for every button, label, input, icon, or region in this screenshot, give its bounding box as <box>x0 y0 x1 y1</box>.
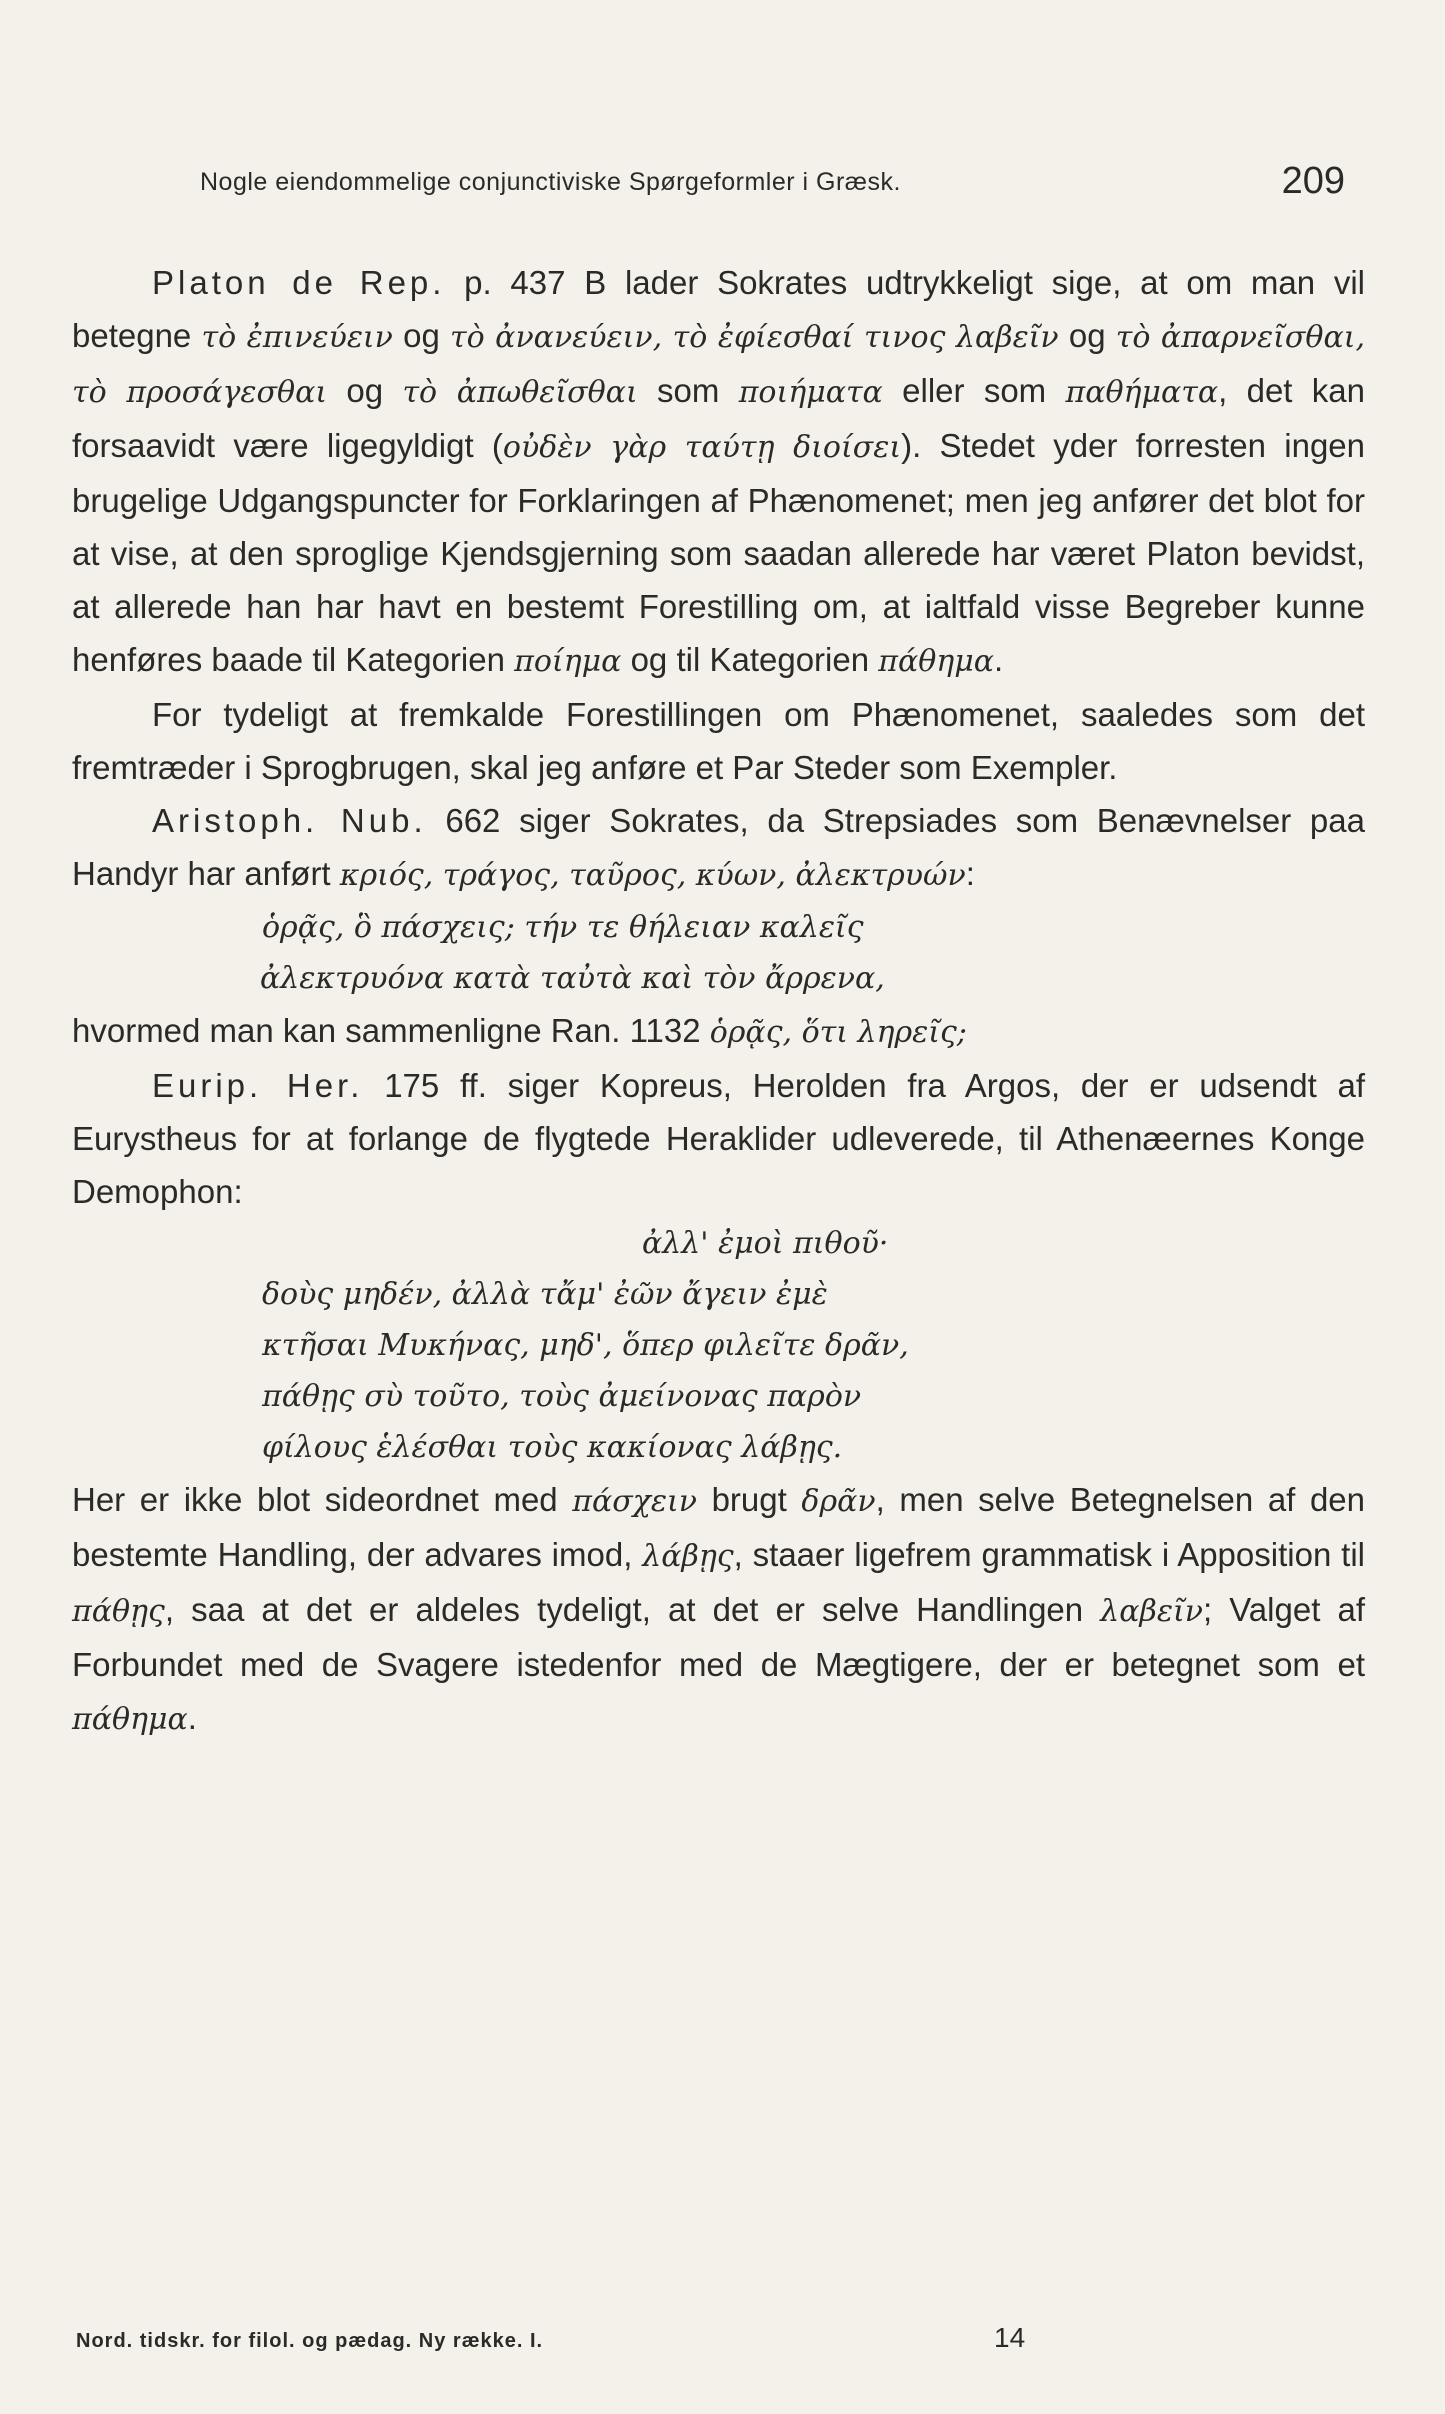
greek-term: οὐδὲν γὰρ ταύτῃ διοίσει <box>502 430 902 465</box>
text-span: og <box>1058 317 1116 354</box>
source-line: Nord. tidskr. for filol. og pædag. Ny række. I. <box>76 2330 544 2352</box>
greek-term: τὸ ἀνανεύειν, τὸ ἐφίεσθαί τινος λαβεῖν <box>449 320 1059 355</box>
greek-term: πάσχειν <box>572 1484 697 1519</box>
text-span: , saa at det er aldeles tydeligt, at det er selve Handlingen <box>164 1591 1101 1628</box>
paragraph-eurip <box>72 1059 1365 1218</box>
greek-term: πάθημα <box>72 1702 188 1737</box>
text-span: som <box>637 372 739 409</box>
quote-aristoph <box>72 902 1365 1004</box>
text-span: . <box>187 1699 197 1736</box>
greek-term: λαβεῖν <box>1100 1594 1203 1629</box>
signature-mark: 14 <box>994 2322 1026 2353</box>
quote-eurip <box>72 1218 1365 1473</box>
greek-term: δρᾶν <box>801 1484 876 1519</box>
running-title: Nogle eiendommelige conjunctiviske Spørgeformler i Græsk. <box>200 168 901 196</box>
citation-aristoph: Aristoph. Nub. <box>152 802 427 839</box>
running-header <box>200 160 1345 208</box>
greek-term: ὁρᾷς, ὅτι ληρεῖς; <box>709 1015 967 1050</box>
greek-term: κριός, τράγος, ταῦρος, κύων, ἀλεκτρυών <box>339 858 966 893</box>
text-span: , det kan forsaavidt være ligegyldigt ( <box>72 372 1365 464</box>
text-span: Her er ikke blot sideordnet med <box>72 1481 573 1518</box>
text-span: . <box>994 641 1004 678</box>
text-span: , staaer ligefrem grammatisk i Apposition til <box>733 1536 1365 1573</box>
paragraph-platon <box>72 256 1365 688</box>
text-span: 662 siger Sokrates, da Strepsiades som Benævnelser paa Handyr har anført <box>72 802 1365 892</box>
quote-line: ὁρᾷς, ὃ πάσχεις; τήν τε θήλειαν καλεῖς <box>262 910 864 945</box>
greek-term: τὸ ἀπωθεῖσθαι <box>402 375 638 410</box>
paragraph-examples-intro: For tydeligt at fremkalde Forestillingen om Phænomenet, saaledes som det fremtræder i Sprogbrugen, skal jeg anføre et Par Steder som Exempler. <box>72 696 1365 786</box>
text-span: brugt <box>696 1481 802 1518</box>
quote-line: δοὺς μηδέν, ἀλλὰ τἄμ' ἐῶν ἄγειν ἐμὲ <box>262 1277 828 1312</box>
greek-term: πάθῃς <box>72 1594 165 1629</box>
citation-platon: Platon de Rep. <box>152 264 446 301</box>
greek-term: πάθημα <box>878 644 995 679</box>
quote-line: ἀλλ' ἐμοὶ πιθοῦ· <box>642 1226 889 1261</box>
citation-eurip: Eurip. Her. <box>152 1067 364 1104</box>
text-span: ; Valget af Forbundet med de Svagere istedenfor med de Mægtigere, der er betegnet som et <box>72 1591 1365 1683</box>
text-span: og <box>327 372 403 409</box>
text-span: hvormed man kan sammenligne Ran. 1132 <box>72 1012 710 1049</box>
greek-term: ποιήματα <box>738 375 883 410</box>
text-span: 175 ff. siger Kopreus, Herolden fra Argos, der er udsendt af Eurystheus for at forlange de flygtede Heraklider udleverede, til Athenæernes Konge Demophon: <box>72 1067 1366 1210</box>
main-text <box>72 256 1365 1746</box>
quote-line: φίλους ἑλέσθαι τοὺς κακίονας λάβῃς. <box>262 1430 843 1465</box>
paragraph-aristoph <box>72 794 1365 902</box>
greek-term: ποίημα <box>514 644 622 679</box>
text-span: eller som <box>882 372 1066 409</box>
text-span: : <box>965 855 975 892</box>
greek-term: παθήματα <box>1065 375 1219 410</box>
quote-line: κτῆσαι Μυκήνας, μηδ', ὅπερ φιλεῖτε δρᾶν, <box>262 1328 909 1363</box>
page-footer <box>76 2322 1365 2362</box>
quote-line: ἀλεκτρυόνα κατὰ ταὐτὰ καὶ τὸν ἄρρενα, <box>260 961 885 996</box>
greek-term: λάβῃς <box>642 1539 734 1574</box>
text-span: og til Kategorien <box>621 641 879 678</box>
text-span: og <box>392 317 450 354</box>
text-span: , men selve Betegnelsen af den bestemte Handling, der advares imod, <box>72 1481 1365 1573</box>
text-span: p. 437 B lader Sokrates udtrykkeligt sige, at om man vil betegne <box>72 264 1365 354</box>
greek-term: τὸ ἀπαρνεῖσθαι, τὸ προσάγεσθαι <box>72 320 1365 410</box>
text-span: ). Stedet yder forresten ingen brugelige Udgangspuncter for Forklaringen af Phænomenet; men jeg anfører det blot for at vise, at den sproglige Kjendsgjerning som saadan allerede har været Platon bevidst, at allerede han har havt en bestemt Forestilling om, at ialtfald visse Begreber kunne henføres baade til Kategorien <box>72 427 1366 678</box>
greek-term: τὸ ἐπινεύειν <box>201 320 393 355</box>
quote-line: πάθῃς σὺ τοῦτο, τοὺς ἀμείνονας παρὸν <box>262 1379 862 1414</box>
paragraph-compare-ran <box>72 1004 1365 1059</box>
page-number: 209 <box>1281 160 1345 202</box>
paragraph-analysis <box>72 1473 1365 1746</box>
